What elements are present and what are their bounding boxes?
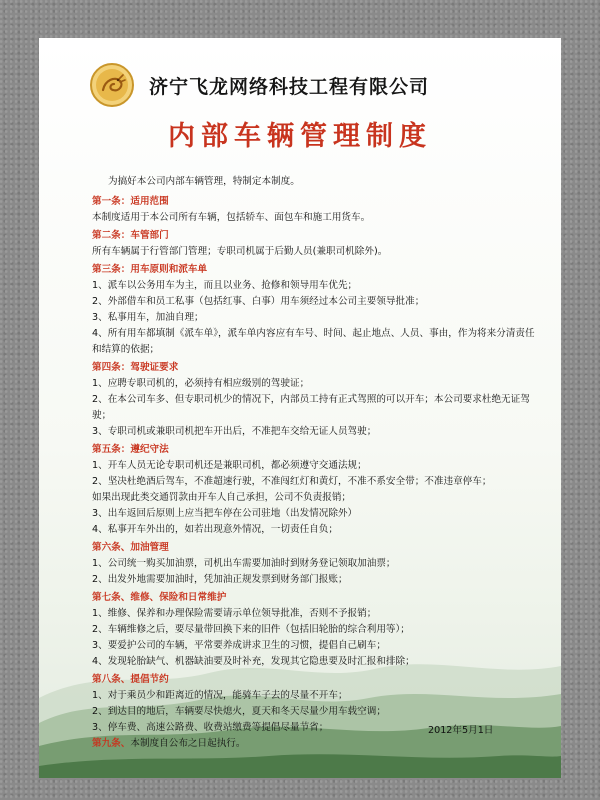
section-item: 4、私事开车外出的，如若出现意外情况，一切责任自负；: [92, 524, 338, 535]
intro-text: 为搞好本公司内部车辆管理，特制定本制度。: [108, 176, 300, 187]
final-clause-label: 第九条、: [92, 738, 131, 749]
section-item: 1、开车人员无论专职司机还是兼职司机，都必须遵守交通法规；: [92, 460, 367, 471]
section-item: 3、停车费、高速公路费、收费站缴费等提倡尽量节省；: [92, 722, 329, 733]
section-item: 2、坚决杜绝酒后驾车，不准超速行驶，不准闯红灯和黄灯，不准不系安全带；不准违章停车；: [92, 476, 492, 487]
regulation-body: [92, 174, 542, 752]
page-title: 内部车辆管理制度: [168, 121, 432, 152]
section-item: 2、出发外地需要加油时，凭加油正规发票到财务部门报账；: [92, 574, 348, 585]
section-item: 3、要爱护公司的车辆，平常要养成讲求卫生的习惯，提倡自己刷车；: [92, 640, 386, 651]
company-name: 济宁飞龙网络科技工程有限公司: [149, 76, 430, 98]
section-heading: 第八条、提倡节约: [92, 674, 169, 685]
section-item: 1、应聘专职司机的，必须持有相应级别的驾驶证；: [92, 378, 310, 389]
section-item: 1、派车以公务用车为主，而且以业务、抢修和领导用车优先；: [92, 280, 358, 291]
section-item: 2、外部借车和员工私事（包括红事、白事）用车须经过本公司主要领导批准；: [92, 296, 425, 307]
final-clause-text: 本制度自公布之日起执行。: [130, 738, 246, 749]
section-item: 2、到达目的地后，车辆要尽快熄火，夏天和冬天尽量少用车载空调；: [92, 706, 386, 717]
header: [39, 52, 561, 106]
section-item: 所有车辆属于行管部门管理；专职司机属于后勤人员(兼职司机除外)。: [92, 246, 388, 257]
section-item: 2、车辆维修之后，要尽量带回换下来的旧件（包括旧轮胎的综合利用等）；: [92, 624, 410, 635]
section-heading: 第七条、维修、保险和日常维护: [92, 592, 227, 603]
section-heading: 第六条、加油管理: [92, 542, 169, 553]
section-item: 2、在本公司车多、但专职司机少的情况下，内部员工持有正式驾照的可以开车；本公司要求杜绝无证驾驶；: [92, 394, 530, 421]
issue-date: 2012年5月1日: [428, 725, 494, 736]
final-clause: [92, 736, 542, 752]
section-item: 3、专职司机或兼职司机把车开出后，不准把车交给无证人员驾驶；: [92, 426, 377, 437]
section-item: 本制度适用于本公司所有车辆，包括轿车、面包车和施工用货车。: [92, 212, 371, 223]
section-item: 1、公司统一购买加油票，司机出车需要加油时到财务登记领取加油票；: [92, 558, 396, 569]
notice-board: [39, 38, 561, 778]
section-item: 4、发现轮胎缺气、机器缺油要及时补充，发现其它隐患要及时汇报和排除；: [92, 656, 415, 667]
section-item: 3、私事用车，加油自理；: [92, 312, 204, 323]
section-heading: 第四条：驾驶证要求: [92, 362, 179, 373]
dragon-logo-icon: [89, 62, 135, 108]
section-item: 3、出车返回后原则上应当把车停在公司驻地（出发情况除外）: [92, 508, 358, 519]
section-item: 1、维修、保养和办理保险需要请示单位领导批准，否则不予报销；: [92, 608, 377, 619]
section-item: 4、所有用车都填制《派车单》，派车单内容应有车号、时间、起止地点、人员、事由，作为将来分清责任和结算的依据；: [92, 328, 535, 355]
section-heading: 第二条：车管部门: [92, 230, 169, 241]
section-heading: 第一条：适用范围: [92, 196, 169, 207]
section-item: 如果出现此类交通罚款由开车人自己承担，公司不负责报销；: [92, 492, 352, 503]
section-heading: 第三条：用车原则和派车单: [92, 264, 208, 275]
section-item: 1、对于乘员少和距离近的情况，能骑车子去的尽量不开车；: [92, 690, 348, 701]
section-heading: 第五条：遵纪守法: [92, 444, 169, 455]
